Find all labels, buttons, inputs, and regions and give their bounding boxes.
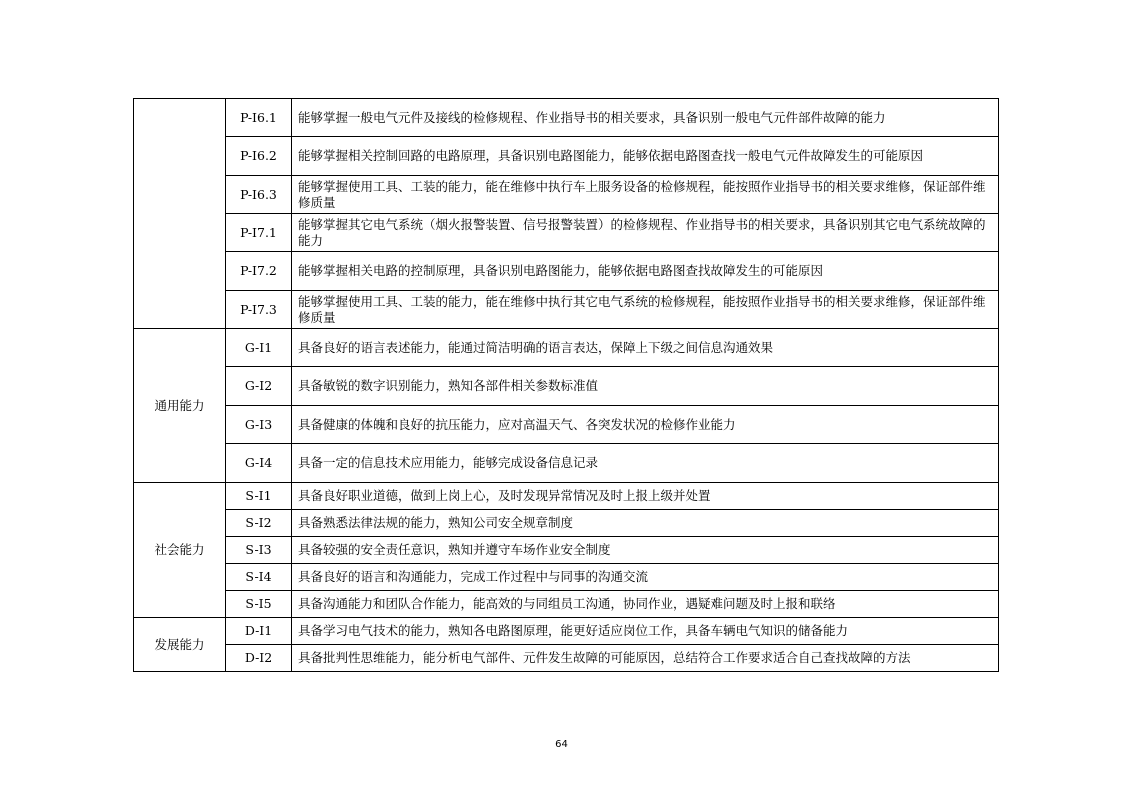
- row-code: P-I7.3: [226, 291, 292, 329]
- page-number: 64: [555, 739, 568, 750]
- category-cell-social: 社会能力: [134, 483, 226, 618]
- row-code: G-I1: [226, 329, 292, 367]
- row-code: P-I6.3: [226, 176, 292, 214]
- category-cell-general: 通用能力: [134, 329, 226, 483]
- row-description: 具备批判性思维能力，能分析电气部件、元件发生故障的可能原因，总结符合工作要求适合自己查找故障的方法: [292, 645, 999, 672]
- row-description: 具备学习电气技术的能力，熟知各电路图原理，能更好适应岗位工作，具备车辆电气知识的储备能力: [292, 618, 999, 645]
- row-description: 能够掌握其它电气系统（烟火报警装置、信号报警装置）的检修规程、作业指导书的相关要求，具备识别其它电气系统故障的能力: [292, 214, 999, 252]
- table-row: [134, 564, 999, 591]
- competency-table: [133, 98, 999, 672]
- table-row: [134, 252, 999, 291]
- row-code: P-I6.2: [226, 137, 292, 176]
- row-code: S-I1: [226, 483, 292, 510]
- row-code: D-I2: [226, 645, 292, 672]
- row-description: 具备较强的安全责任意识，熟知并遵守车场作业安全制度: [292, 537, 999, 564]
- table-row: [134, 444, 999, 483]
- row-description: 具备健康的体魄和良好的抗压能力，应对高温天气、各突发状况的检修作业能力: [292, 406, 999, 444]
- row-description: 具备一定的信息技术应用能力，能够完成设备信息记录: [292, 444, 999, 483]
- row-description: 能够掌握相关电路的控制原理，具备识别电路图能力，能够依据电路图查找故障发生的可能原因: [292, 252, 999, 291]
- table-row: [134, 618, 999, 645]
- row-description: 具备良好的语言和沟通能力，完成工作过程中与同事的沟通交流: [292, 564, 999, 591]
- row-description: 具备沟通能力和团队合作能力，能高效的与同组员工沟通，协同作业，遇疑难问题及时上报和联络: [292, 591, 999, 618]
- row-code: G-I2: [226, 367, 292, 406]
- table-row: [134, 137, 999, 176]
- row-description: 具备敏锐的数字识别能力，熟知各部件相关参数标准值: [292, 367, 999, 406]
- row-code: S-I2: [226, 510, 292, 537]
- row-code: P-I7.2: [226, 252, 292, 291]
- row-code: S-I3: [226, 537, 292, 564]
- row-code: D-I1: [226, 618, 292, 645]
- category-cell-professional: [134, 99, 226, 329]
- row-code: S-I4: [226, 564, 292, 591]
- row-description: 能够掌握一般电气元件及接线的检修规程、作业指导书的相关要求，具备识别一般电气元件部件故障的能力: [292, 99, 999, 137]
- table-row: [134, 537, 999, 564]
- table-row: [134, 510, 999, 537]
- row-code: G-I3: [226, 406, 292, 444]
- row-description: 能够掌握使用工具、工装的能力，能在维修中执行其它电气系统的检修规程，能按照作业指导书的相关要求维修，保证部件维修质量: [292, 291, 999, 329]
- table-row: [134, 99, 999, 137]
- table-row: [134, 406, 999, 444]
- row-description: 能够掌握使用工具、工装的能力，能在维修中执行车上服务设备的检修规程，能按照作业指导书的相关要求维修，保证部件维修质量: [292, 176, 999, 214]
- row-description: 具备良好职业道德，做到上岗上心，及时发现异常情况及时上报上级并处置: [292, 483, 999, 510]
- table-row: [134, 329, 999, 367]
- row-code: P-I6.1: [226, 99, 292, 137]
- row-description: 具备熟悉法律法规的能力，熟知公司安全规章制度: [292, 510, 999, 537]
- row-code: S-I5: [226, 591, 292, 618]
- table-row: [134, 367, 999, 406]
- row-description: 具备良好的语言表述能力，能通过简洁明确的语言表达，保障上下级之间信息沟通效果: [292, 329, 999, 367]
- table-row: [134, 176, 999, 214]
- table-row: [134, 214, 999, 252]
- row-code: G-I4: [226, 444, 292, 483]
- table-row: [134, 591, 999, 618]
- table-row: [134, 483, 999, 510]
- table-row: [134, 645, 999, 672]
- row-code: P-I7.1: [226, 214, 292, 252]
- category-cell-development: 发展能力: [134, 618, 226, 672]
- table-row: [134, 291, 999, 329]
- row-description: 能够掌握相关控制回路的电路原理，具备识别电路图能力，能够依据电路图查找一般电气元件故障发生的可能原因: [292, 137, 999, 176]
